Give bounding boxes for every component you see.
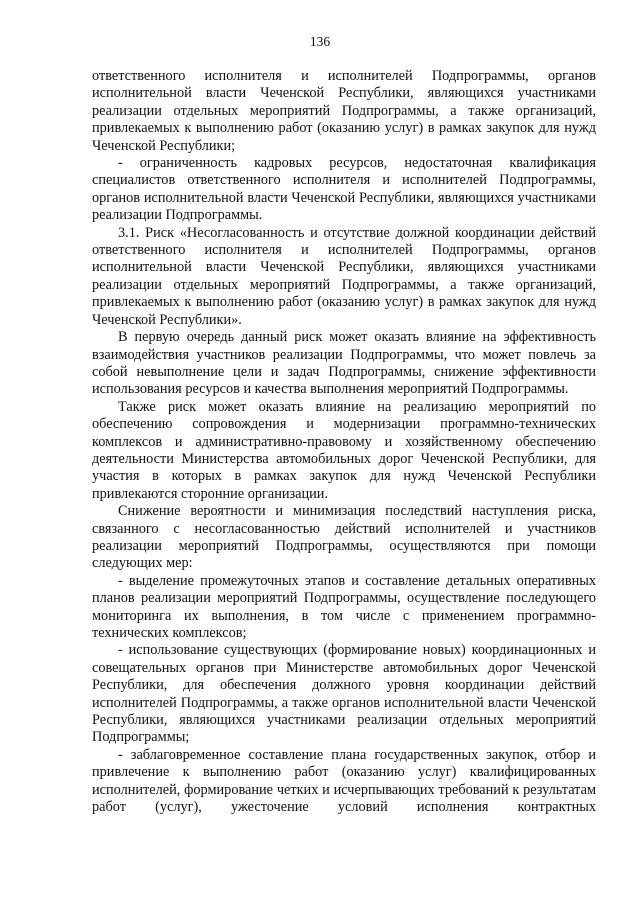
paragraph-mitigation-intro: Снижение вероятности и минимизация последствий наступления риска, связанного с несогласованностью действий исполнителей и участников реализации мероприятий Подпрограммы, осуществляются при помощи следующих мер: [92,503,596,572]
list-item-measure-1: - выделение промежуточных этапов и составление детальных оперативных планов реализации мероприятий Подпрограммы, осуществление последующего мониторинга их выполнения, в том числе с применением программно-технических комплексов; [92,572,596,641]
paragraph-risk-3-1: 3.1. Риск «Несогласованность и отсутствие должной координации действий ответственного исполнителя и исполнителей Подпрограммы, органов исполнительной власти Чеченской Республики, являющихся участниками реализации отдельных мероприятий Подпрограммы, а также организаций, привлекаемых к выполнению работ (оказанию услуг) в рамках закупок для нужд Чеченской Республики». [92,224,596,328]
paragraph-limited-resources: - ограниченность кадровых ресурсов, недостаточная квалификация специалистов ответственного исполнителя и исполнителей Подпрограммы, органов исполнительной власти Чеченской Республики, являющихся участниками реализации Подпрограммы. [92,155,596,224]
list-item-measure-3: - заблаговременное составление плана государственных закупок, отбор и привлечение к выполнению работ (оказанию услуг) квалифицированных исполнителей, формирование четких и исчерпывающих требований к результатам работ (услуг), ужесточение условий исполнения контрактных [92,746,596,816]
paragraph-also-impact: Также риск может оказать влияние на реализацию мероприятий по обеспечению сопровождения и модернизации программно-технических комплексов и административно-правовому и хозяйственному обеспечению деятельности Министерства автомобильных дорог Чеченской Республики, для участия в которых в рамках закупок для нужд Чеченской Республики привлекаются сторонние организации. [92,398,596,502]
paragraph-continuation: ответственного исполнителя и исполнителей Подпрограммы, органов исполнительной власти Чеченской Республики, являющихся участниками реализации отдельных мероприятий Подпрограммы, а также организаций, привлекаемых к выполнению работ (оказанию услуг) в рамках закупок для нужд Чеченской Республики; [92,68,596,154]
document-body [92,68,596,816]
page-number: 136 [309,34,331,49]
list-item-measure-2: - использование существующих (формирование новых) координационных и совещательных органов при Министерстве автомобильных дорог Чеченской Республики, для обеспечения должного уровня координации действий исполнителей Подпрограммы, а также органов исполнительной власти Чеченской Республики, являющихся участниками реализации отдельных мероприятий Подпрограммы; [92,642,596,746]
paragraph-first-impact: В первую очередь данный риск может оказать влияние на эффективность взаимодействия участников реализации Подпрограммы, что может повлечь за собой невыполнение цели и задач Подпрограммы, снижение эффективности использования ресурсов и качества выполнения мероприятий Подпрограммы. [92,329,596,398]
